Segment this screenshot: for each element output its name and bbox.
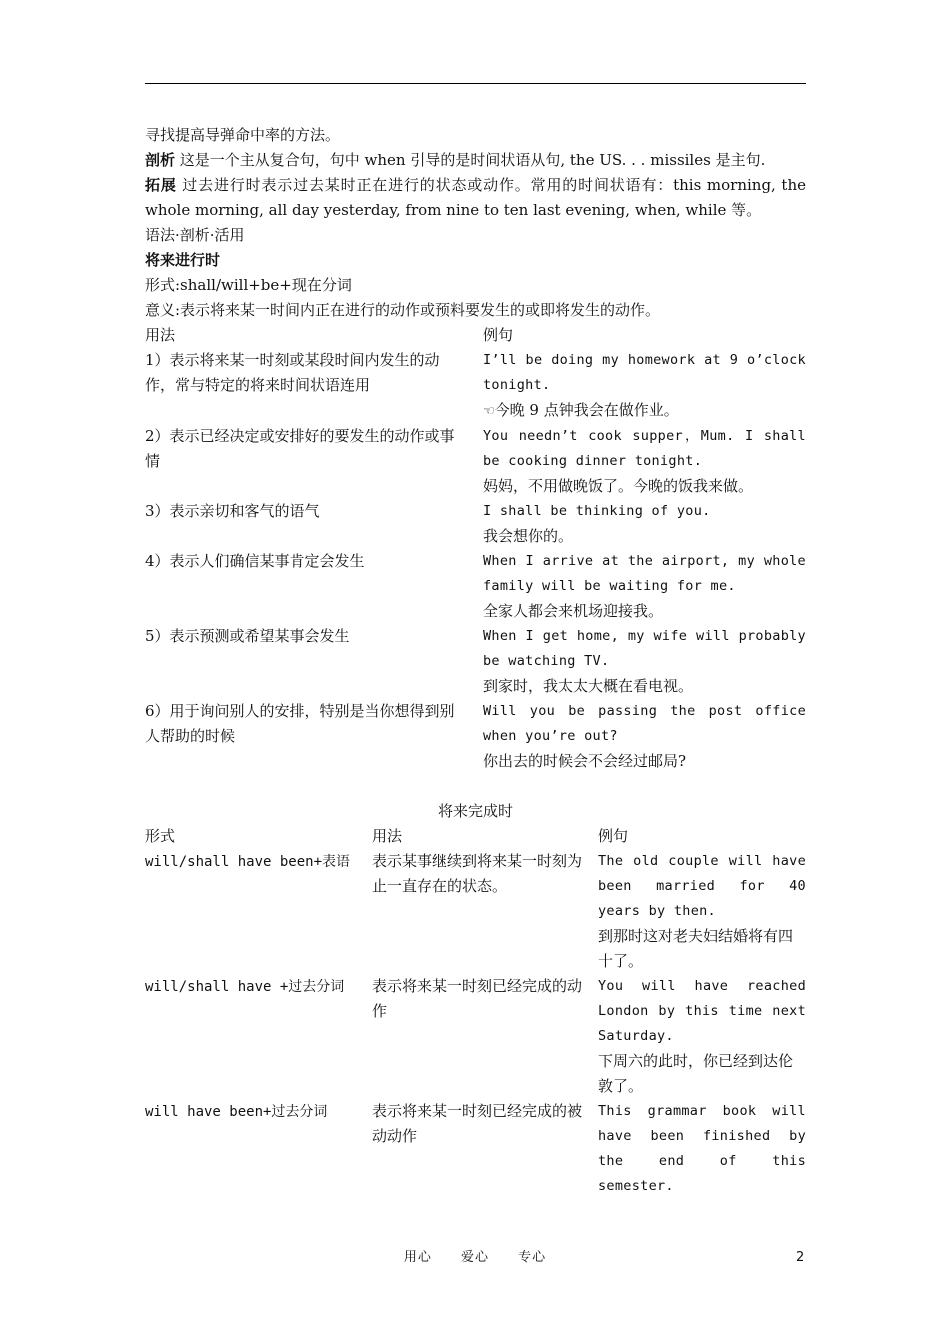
example-en: You needn’t cook supper，Mum. I shall be cooking dinner tonight. xyxy=(483,428,806,469)
example-zh: 我会想你的。 xyxy=(483,527,574,545)
table-row xyxy=(145,1099,806,1199)
example-en: When I get home, my wife will probably be watching TV. xyxy=(483,628,806,669)
table-row xyxy=(145,348,806,424)
footer-word: 专心 xyxy=(518,1250,547,1265)
example-en: When I arrive at the airport, my whole family will be waiting for me. xyxy=(483,553,806,594)
example-zh: ☜今晚 9 点钟我会在做作业。 xyxy=(483,401,679,419)
table-row xyxy=(145,549,806,624)
form-cell: will/shall have been+表语 xyxy=(145,854,351,870)
header-example: 例句 xyxy=(598,827,629,845)
future-continuous-table xyxy=(145,323,806,774)
footer-word: 用心 xyxy=(403,1250,432,1265)
header-form: 形式 xyxy=(145,827,176,845)
intro-line: 寻找提高导弹命中率的方法。 xyxy=(145,126,341,144)
future-continuous-title: 将来进行时 xyxy=(145,251,221,269)
usage-cell: 4）表示人们确信某事肯定会发生 xyxy=(145,552,365,570)
example-en: I shall be thinking of you. xyxy=(483,503,711,519)
header-example: 例句 xyxy=(483,326,514,344)
pointing-hand-icon: ☜ xyxy=(483,404,495,419)
meaning-line: 意义:表示将来某一时间内正在进行的动作或预料要发生的或即将发生的动作。 xyxy=(145,301,661,319)
header-usage: 用法 xyxy=(372,827,403,845)
example-zh: 到那时这对老夫妇结婚将有四十了。 xyxy=(598,927,794,970)
page-number: 2 xyxy=(796,1250,805,1265)
form-cell: will have been+过去分词 xyxy=(145,1104,328,1120)
example-zh: 下周六的此时，你已经到达伦敦了。 xyxy=(598,1052,794,1095)
table-row xyxy=(145,424,806,499)
header-rule xyxy=(145,83,806,84)
section-heading: 语法·剖析·活用 xyxy=(145,226,245,244)
extend-paragraph xyxy=(145,173,806,223)
analysis-paragraph xyxy=(145,148,806,173)
example-zh: 到家时，我太太大概在看电视。 xyxy=(483,677,694,695)
example-en: Will you be passing the post office when you’re out? xyxy=(483,703,806,744)
table-header xyxy=(145,323,806,348)
header-usage: 用法 xyxy=(145,326,176,344)
analysis-text: 这是一个主从复合句，句中 when 引导的是时间状语从句, the US. . . missiles 是主句. xyxy=(175,151,766,169)
usage-cell: 5）表示预测或希望某事会发生 xyxy=(145,627,350,645)
example-zh: 妈妈，不用做晚饭了。今晚的饭我来做。 xyxy=(483,477,754,495)
example-en: The old couple will have been married for 40 years by then. xyxy=(598,853,806,919)
usage-cell: 表示某事继续到将来某一时刻为止一直存在的状态。 xyxy=(372,852,583,895)
future-perfect-table xyxy=(145,824,806,1199)
table-row xyxy=(145,849,806,974)
page-content xyxy=(145,123,806,1199)
analysis-label: 剖析 xyxy=(145,151,176,169)
example-en: You will have reached London by this time next Saturday. xyxy=(598,978,806,1044)
usage-cell: 1）表示将来某一时刻或某段时间内发生的动作，常与特定的将来时间状语连用 xyxy=(145,351,440,394)
extend-label: 拓展 xyxy=(145,176,177,194)
footer-word: 爱心 xyxy=(460,1250,489,1265)
form-cell: will/shall have +过去分词 xyxy=(145,979,345,995)
page-footer xyxy=(0,1245,950,1270)
example-en: I’ll be doing my homework at 9 o’clock tonight. xyxy=(483,352,806,393)
example-zh: 全家人都会来机场迎接我。 xyxy=(483,602,664,620)
table-row xyxy=(145,624,806,699)
example-en: This grammar book will have been finished by the end of this semester. xyxy=(598,1103,806,1194)
table-row xyxy=(145,499,806,549)
usage-cell: 3）表示亲切和客气的语气 xyxy=(145,502,320,520)
future-perfect-title: 将来完成时 xyxy=(437,802,513,820)
table-row xyxy=(145,699,806,774)
usage-cell: 表示将来某一时刻已经完成的被动动作 xyxy=(372,1102,583,1145)
example-zh: 你出去的时候会不会经过邮局? xyxy=(483,752,687,770)
usage-cell: 表示将来某一时刻已经完成的动作 xyxy=(372,977,583,1020)
extend-text: 过去进行时表示过去某时正在进行的状态或动作。常用的时间状语有：this morning, the whole morning, all day yesterday, from nine to ten last evening, when, while 等。 xyxy=(145,176,806,219)
form-line: 形式:shall/will+be+现在分词 xyxy=(145,276,352,294)
table-row xyxy=(145,974,806,1099)
usage-cell: 6）用于询问别人的安排，特别是当你想得到别人帮助的时候 xyxy=(145,702,455,745)
table-header xyxy=(145,824,806,849)
usage-cell: 2）表示已经决定或安排好的要发生的动作或事情 xyxy=(145,427,455,470)
